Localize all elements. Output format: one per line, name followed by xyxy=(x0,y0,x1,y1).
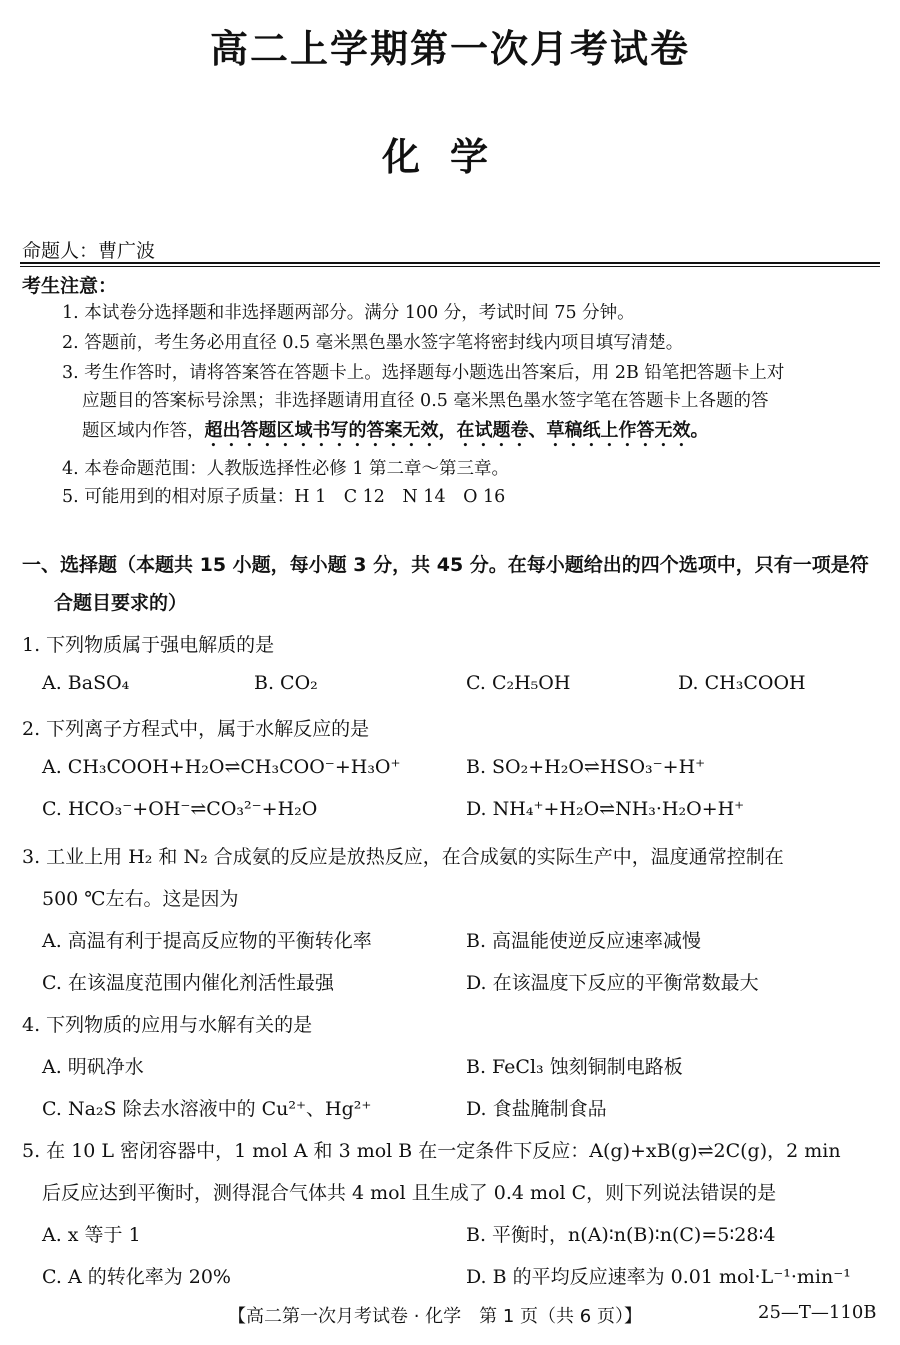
q4-option-d: D. 食盐腌制食品 xyxy=(466,1098,607,1120)
question-1-stem: 1. 下列物质属于强电解质的是 xyxy=(22,634,275,656)
subject-title: 化学 xyxy=(381,134,518,179)
question-5-stem-cont: 后反应达到平衡时，测得混合气体共 4 mol 且生成了 0.4 mol C，则下列说法错误的是 xyxy=(42,1182,777,1204)
notice-item xyxy=(82,418,709,451)
header-rule-thin xyxy=(20,266,880,267)
notice-item: 3. 考生作答时，请将答案答在答题卡上。选择题每小题选出答案后，用 2B 铅笔把答题卡上对 xyxy=(62,363,785,383)
notice-title: 考生注意： xyxy=(22,275,118,297)
q5-option-d: D. B 的平均反应速率为 0.01 mol·L⁻¹·min⁻¹ xyxy=(466,1266,851,1288)
notice-text: 题区域内作答， xyxy=(82,421,205,441)
notice-item: 2. 答题前，考生务必用直径 0.5 毫米黑色墨水签字笔将密封线内项目填写清楚。 xyxy=(62,333,684,353)
q4-option-c: C. Na₂S 除去水溶液中的 Cu²⁺、Hg²⁺ xyxy=(42,1098,372,1120)
notice-item: 5. 可能用到的相对原子质量：H 1 C 12 N 14 O 16 xyxy=(62,487,506,507)
q1-option-c: C. C₂H₅OH xyxy=(466,672,571,694)
question-3-stem-cont: 500 ℃左右。这是因为 xyxy=(42,888,239,910)
q2-option-c: C. HCO₃⁻+OH⁻⇌CO₃²⁻+H₂O xyxy=(42,798,318,820)
exam-title: 高二上学期第一次月考试卷 xyxy=(209,26,690,71)
section-line-2: 合题目要求的） xyxy=(54,592,188,614)
q5-option-c: C. A 的转化率为 20% xyxy=(42,1266,231,1288)
q3-option-d: D. 在该温度下反应的平衡常数最大 xyxy=(466,972,759,994)
question-2-stem: 2. 下列离子方程式中，属于水解反应的是 xyxy=(22,718,370,740)
notice-warning: 超出答题区域书写的答案无效，在试题卷、草稿纸上作答无效。 xyxy=(204,420,709,441)
question-3-stem: 3. 工业上用 H₂ 和 N₂ 合成氨的反应是放热反应，在合成氨的实际生产中，温度通常控制在 xyxy=(22,846,784,868)
section-heading xyxy=(22,546,882,622)
q3-option-b: B. 高温能使逆反应速率减慢 xyxy=(466,930,702,952)
question-5-stem: 5. 在 10 L 密闭容器中，1 mol A 和 3 mol B 在一定条件下反应：A(g)+xB(g)⇌2C(g)，2 min xyxy=(22,1140,841,1162)
q3-option-c: C. 在该温度范围内催化剂活性最强 xyxy=(42,972,334,994)
q2-option-b: B. SO₂+H₂O⇌HSO₃⁻+H⁺ xyxy=(466,756,706,778)
q4-option-b: B. FeCl₃ 蚀刻铜制电路板 xyxy=(466,1056,683,1078)
q2-option-a: A. CH₃COOH+H₂O⇌CH₃COO⁻+H₃O⁺ xyxy=(42,756,401,778)
q5-option-b: B. 平衡时，n(A)∶n(B)∶n(C)=5∶28∶4 xyxy=(466,1224,776,1246)
q3-option-a: A. 高温有利于提高反应物的平衡转化率 xyxy=(42,930,372,952)
footer-code: 25—T—110B xyxy=(758,1302,877,1323)
notice-item: 应题目的答案标号涂黑；非选择题请用直径 0.5 毫米黑色墨水签字笔在答题卡上各题的答 xyxy=(82,391,769,411)
header-rule xyxy=(20,262,880,264)
q1-option-a: A. BaSO₄ xyxy=(42,672,130,694)
question-4-stem: 4. 下列物质的应用与水解有关的是 xyxy=(22,1014,313,1036)
q1-option-d: D. CH₃COOH xyxy=(678,672,806,694)
q4-option-a: A. 明矾净水 xyxy=(42,1056,144,1078)
notice-item: 4. 本卷命题范围：人教版选择性必修 1 第二章～第三章。 xyxy=(62,459,510,479)
author-line: 命题人：曹广波 xyxy=(22,240,156,262)
footer-page-info: 【高二第一次月考试卷 · 化学 第 1 页（共 6 页）】 xyxy=(228,1306,642,1327)
q2-option-d: D. NH₄⁺+H₂O⇌NH₃·H₂O+H⁺ xyxy=(466,798,745,820)
notice-item: 1. 本试卷分选择题和非选择题两部分。满分 100 分，考试时间 75 分钟。 xyxy=(62,303,635,323)
q1-option-b: B. CO₂ xyxy=(254,672,318,694)
section-line-1: 一、选择题（本题共 15 小题，每小题 3 分，共 45 分。在每小题给出的四个选项中，只有一项是符 xyxy=(22,554,869,576)
q5-option-a: A. x 等于 1 xyxy=(42,1224,141,1246)
